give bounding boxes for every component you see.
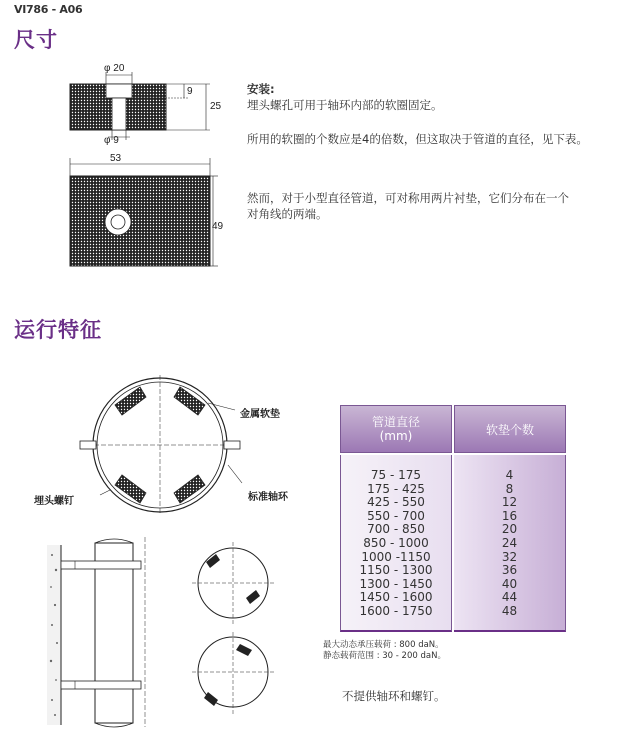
table-cell-diameter: 1000 -1150 xyxy=(361,549,431,564)
table-cell-count: 16 xyxy=(501,508,518,523)
dim-phi9: φ 9 xyxy=(104,135,119,146)
table-cell-diameter: 1450 - 1600 xyxy=(359,590,433,605)
table-header-diameter-line2: (mm) xyxy=(379,429,413,443)
section-title-operation: 运行特征 xyxy=(14,318,102,342)
counterbore xyxy=(106,84,132,98)
small-pipe-upper xyxy=(192,542,274,624)
through-hole xyxy=(112,98,126,130)
table-cell-diameter: 175 - 425 xyxy=(367,481,425,496)
pad-dimension-drawing xyxy=(50,60,240,270)
pad-top-view xyxy=(70,176,210,266)
table-header-diameter-line1: 管道直径 xyxy=(371,415,420,429)
dim-49: 49 xyxy=(212,221,224,232)
table-cell-count: 48 xyxy=(501,603,518,618)
table-cell-count: 20 xyxy=(501,522,518,537)
install-para-2: 所用的软圈的个数应是4的倍数，但这取决于管道的直径，见下表。 xyxy=(247,132,588,146)
table-cell-diameter: 1600 - 1750 xyxy=(359,603,433,618)
collar-assembly-diagram xyxy=(60,375,260,525)
install-para-1: 埋头螺孔可用于轴环内部的软圈固定。 xyxy=(247,98,443,112)
document-id: VI786 - A06 xyxy=(14,3,83,16)
table-cell-diameter: 425 - 550 xyxy=(367,495,425,510)
table-cell-diameter: 700 - 850 xyxy=(367,522,425,537)
table-column-diameter xyxy=(340,455,452,632)
table-cell-count: 24 xyxy=(501,535,518,550)
table-cell-count: 4 xyxy=(505,468,514,482)
diameter-values xyxy=(341,469,451,619)
small-pipe-pad-diagrams xyxy=(188,540,278,730)
table-cell-diameter: 850 - 1000 xyxy=(363,535,429,550)
install-heading: 安装: xyxy=(247,82,275,96)
section-title-dimensions: 尺寸 xyxy=(14,28,58,52)
count-values xyxy=(454,469,565,619)
table-cell-diameter: 75 - 175 xyxy=(370,468,422,482)
hole-inner xyxy=(111,215,125,229)
table-header-pad-count: 软垫个数 xyxy=(454,405,566,453)
dim-phi20: φ 20 xyxy=(104,63,125,74)
pad-count-table xyxy=(340,405,566,632)
dim-25: 25 xyxy=(210,101,222,112)
table-cell-count: 8 xyxy=(505,481,514,496)
table-column-count xyxy=(454,455,566,632)
table-cell-diameter: 1300 - 1450 xyxy=(359,576,433,591)
table-cell-count: 44 xyxy=(501,590,518,605)
table-header-diameter xyxy=(340,405,452,453)
label-standard-collar: 标准轴环 xyxy=(248,492,288,503)
footer-note: 不提供轴环和螺钉。 xyxy=(342,689,446,703)
table-cell-count: 36 xyxy=(501,563,518,578)
install-para-3-line2: 对角线的两端。 xyxy=(247,207,328,221)
pipe-side-view-diagram xyxy=(45,535,165,730)
install-para-3-line1: 然而，对于小型直径管道，可对称用两片衬垫，它们分布在一个 xyxy=(247,191,569,205)
small-pipe-lower xyxy=(192,632,274,714)
dim-53: 53 xyxy=(110,153,122,164)
label-metal-pad: 金属软垫 xyxy=(240,409,280,420)
table-cell-count: 32 xyxy=(501,549,518,564)
table-cell-diameter: 550 - 700 xyxy=(367,508,425,523)
note-max-load: 最大动态承压载荷 : 800 daN。 xyxy=(323,640,444,650)
note-static-load: 静态载荷范围 : 30 - 200 daN。 xyxy=(323,651,446,661)
table-cell-count: 12 xyxy=(501,495,518,510)
table-cell-count: 40 xyxy=(501,576,518,591)
dim-9: 9 xyxy=(187,86,193,97)
table-cell-diameter: 1150 - 1300 xyxy=(359,563,433,578)
label-countersunk-screw: 埋头螺钉 xyxy=(34,496,74,507)
